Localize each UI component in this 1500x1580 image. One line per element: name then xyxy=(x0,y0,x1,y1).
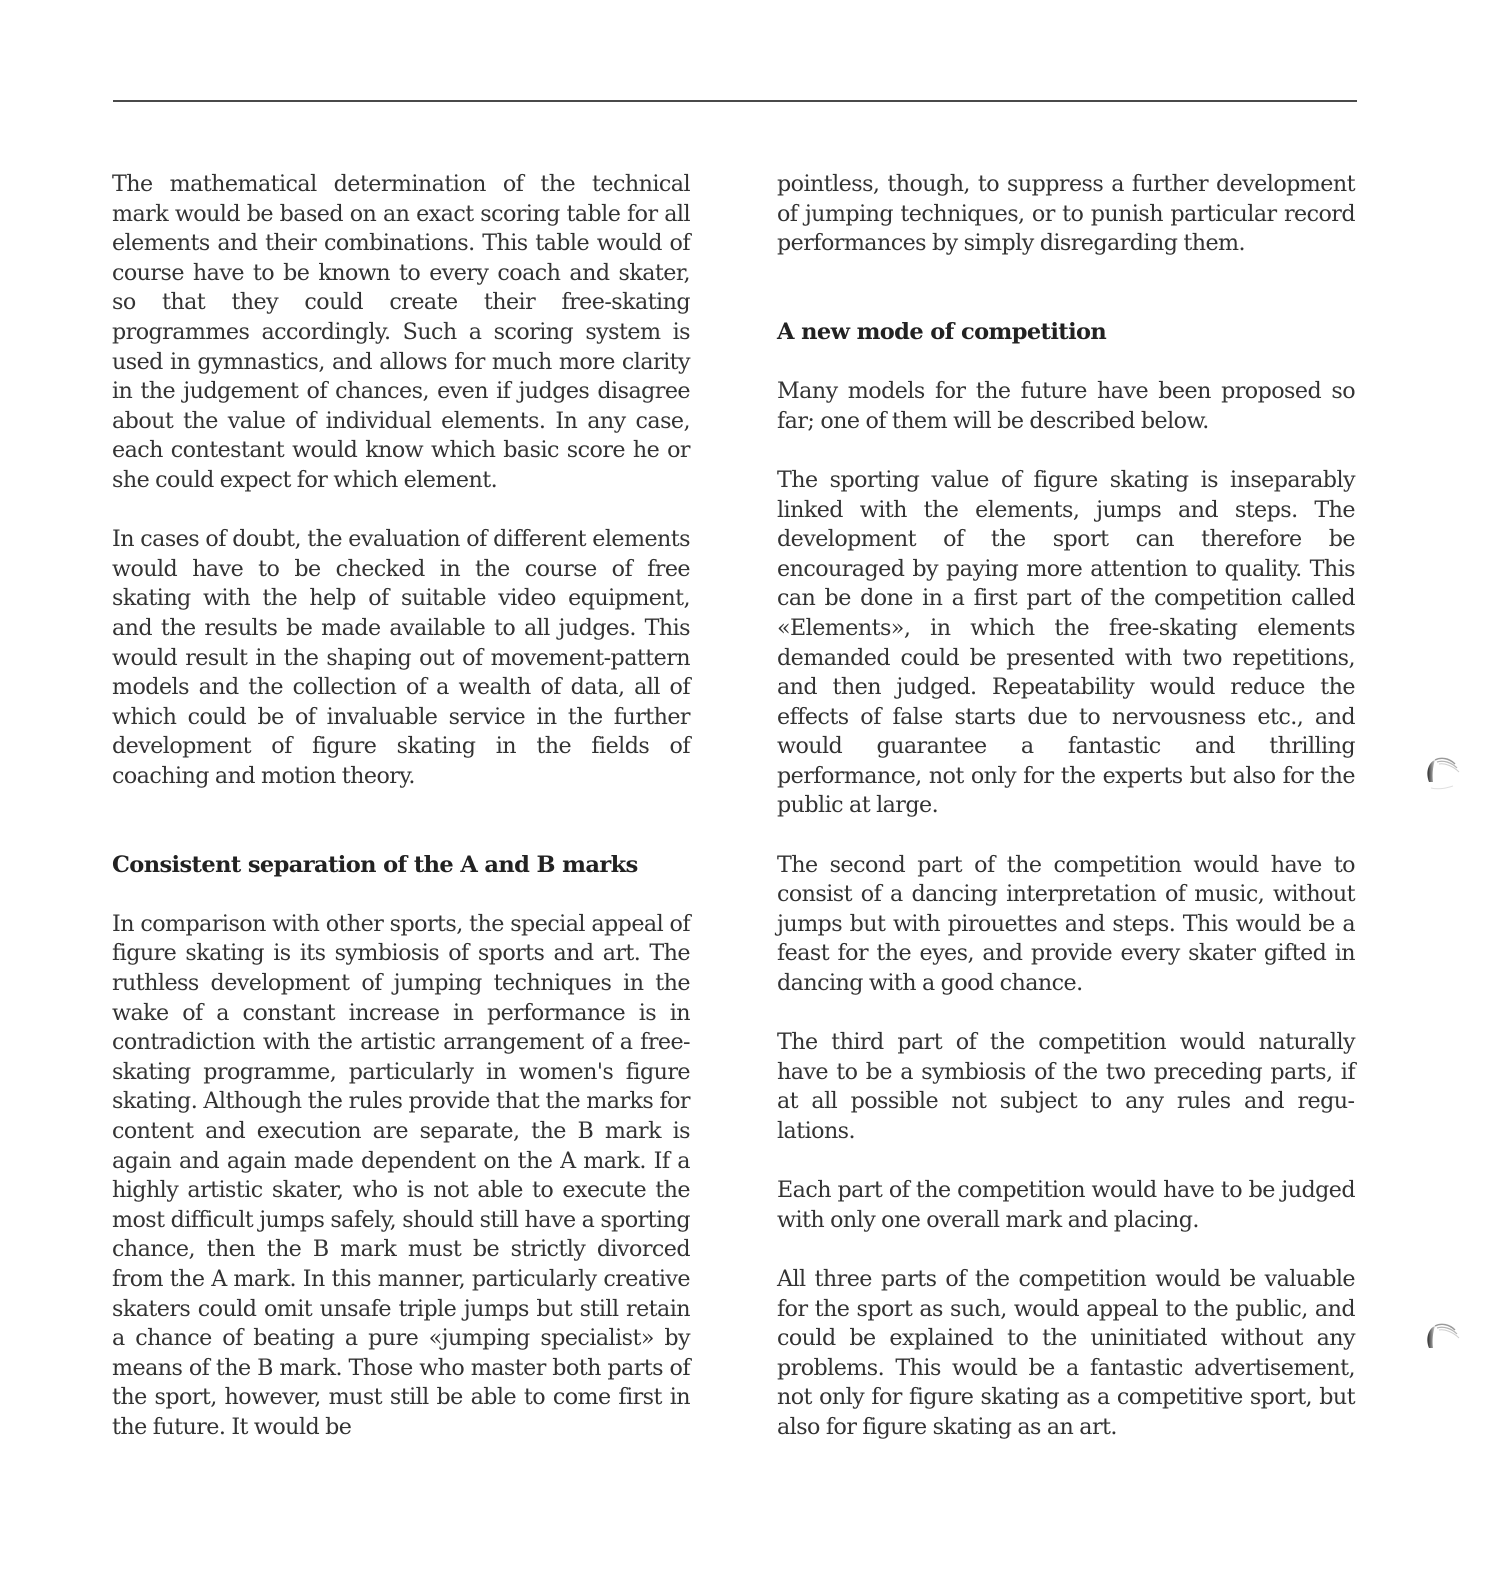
paragraph-models: Many models for the future have been proposed so far; one of them will be described below. xyxy=(777,378,1355,434)
paragraph-second-part: The second part of the competition would have to consist of a dancing interpretation of music, without jumps but with pirouettes and steps. This would be a feast for the eyes, and provide every skater gifted in dancing with a good chance. xyxy=(777,851,1355,997)
binder-ring-icon xyxy=(1421,1318,1465,1362)
right-column xyxy=(777,170,1355,1443)
binder-ring-icon xyxy=(1421,752,1465,796)
header-rule xyxy=(113,100,1357,102)
paragraph-video-evaluation: In cases of doubt, the evaluation of different elements would have to be checked in the course of free skating with the help of suitable video equipment, and the results be made available to all judges. This would result in the shaping out of movement-pattern models and the collection of a wealth of data, all of which could be of invaluable service in the further development of figure skating in the fields of coaching and motion theory. xyxy=(112,526,690,789)
left-column xyxy=(112,170,690,1443)
section-heading-ab-marks: Consistent separation of the A and B marks xyxy=(112,851,638,878)
paragraph-judging: Each part of the competition would have to be judged with only one overall mark and placing. xyxy=(777,1177,1355,1233)
paragraph-elements: The sporting value of figure skating is inseparably linked with the elements, jumps and steps. The development of the sport can therefore be encouraged by paying more attention to quality. This can be done in a first part of the competition called «Elements», in which the free-skating elements demanded could be presented with two repetitions, and then judged. Repeatability would reduce the effects of false starts due to nervousness etc., and would guarantee a fantastic and thrilling performance, not only for the experts but also for the public at large. xyxy=(777,466,1355,819)
paragraph-symbiosis: In comparison with other sports, the special appeal of figure skating is its symbiosis of sports and art. The ruthless development of jumping techniques in the wake of a constant increase in performance is in contradiction with the artistic arrangement of a free-skating programme, particularly in women's figure skating. Although the rules provide that the marks for content and execution are separate, the B mark is again and again made dependent on the A mark. If a highly artistic skater, who is not able to execute the most difficult jumps safely, should still have a sporting chance, then the B mark must be strictly divorced from the A mark. In this manner, particularly creative skaters could omit unsafe triple jumps but still retain a chance of beating a pure «jumping specialist» by means of the B mark. Those who master both parts of the sport, however, must still be able to come first in the future. It would be xyxy=(112,910,690,1440)
paragraph-third-part: The third part of the competition would naturally have to be a symbiosis of the two preceding parts, if at all possible not subject to any rules and regulations. xyxy=(777,1029,1355,1144)
paragraph-all-three: All three parts of the competition would be valuable for the sport as such, would appeal to the public, and could be explained to the uninitiated without any problems. This would be a fantastic advertisement, not only for figure skating as a competitive sport, but also for figure skating as an art. xyxy=(777,1265,1355,1440)
paragraph-pointless: pointless, though, to suppress a further development of jumping techniques, or to punish particular record performances by simply disregarding them. xyxy=(777,171,1355,257)
paragraph-technical-mark: The mathematical determination of the technical mark would be based on an exact scoring table for all elements and their combinations. This table would of course have to be known to every coach and skater, so that they could create their free-skating programmes accordingly. Such a scoring system is used in gymnastics, and allows for much more clarity in the judgement of chances, even if judges disagree about the value of individual elements. In any case, each contestant would know which basic score he or she could expect for which element. xyxy=(112,171,690,493)
section-heading-new-mode: A new mode of competition xyxy=(777,318,1107,345)
